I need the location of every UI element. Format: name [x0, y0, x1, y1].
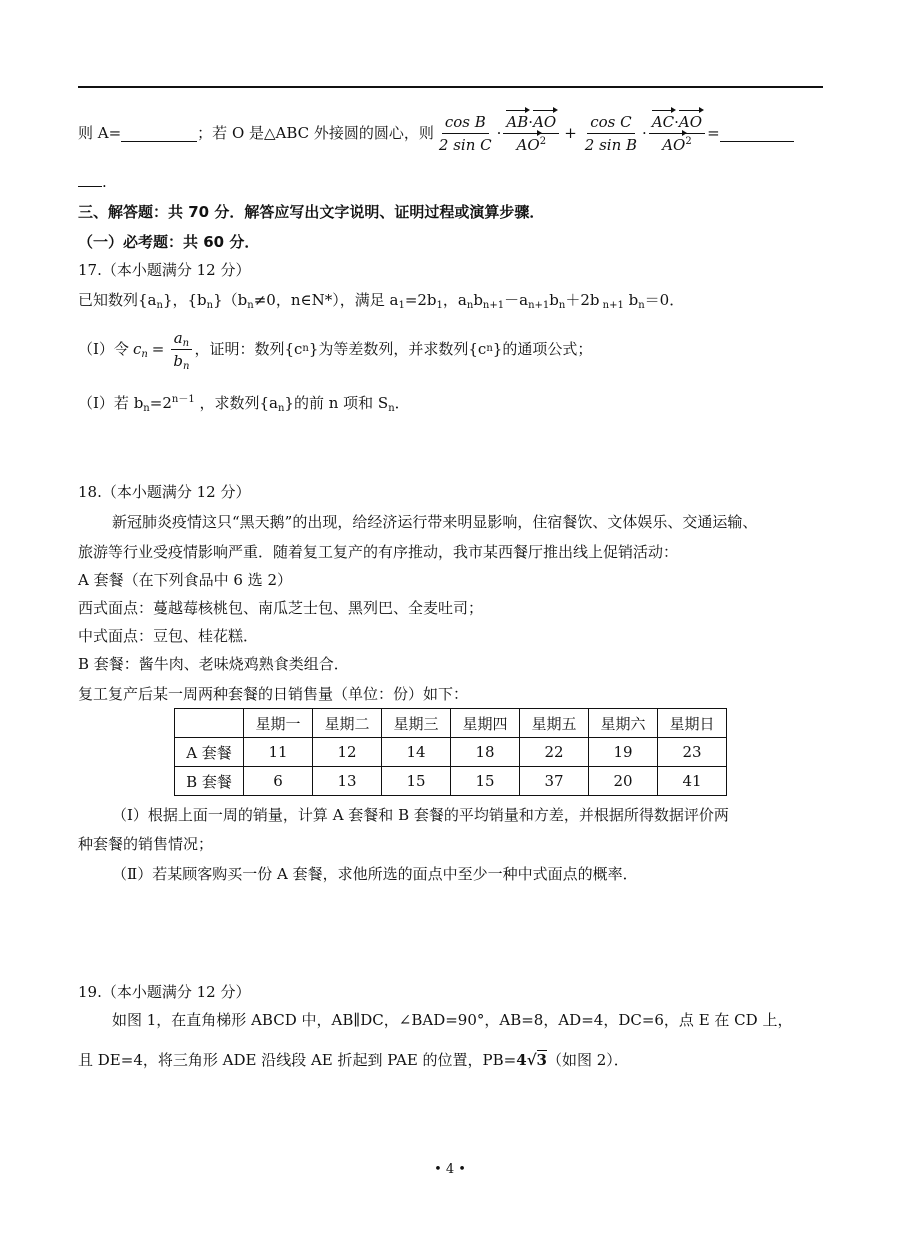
section-3-heading: 三、解答题：共 70 分．解答应写出文字说明、证明过程或演算步骤． — [78, 203, 545, 221]
q18-part1-line1: （Ⅰ）根据上面一周的销量，计算 A 套餐和 B 套餐的平均销量和方差，并根据所得数据评价两 — [112, 806, 729, 824]
table-header-row — [175, 709, 727, 738]
fraction-cosb: $\frac{\text{cos B}}{\text{2 sin C}}$ — [438, 112, 492, 154]
q19-line2: 且 DE=4，将三角形 ADE 沿线段 AE 折起到 PAE 的位置，PB=4√3（如图 2）． — [78, 1051, 629, 1069]
table-cell: 6 — [244, 767, 313, 796]
table-header-cell: 星期日 — [658, 709, 727, 738]
table-cell: 37 — [520, 767, 589, 796]
table-header-cell: 星期二 — [313, 709, 382, 738]
page-number: • 4 • — [434, 1162, 466, 1177]
table-header-cell: 星期四 — [451, 709, 520, 738]
row-label: A 套餐 — [175, 738, 244, 767]
table-cell: 41 — [658, 767, 727, 796]
fill-in-question-tail: 则 A= ；若 O 是△ABC 外接圆的圆心，则 $\frac{\text{cos B}}{\text{2 sin C}}$ · $\frac{AB\cdot AO}{AO^2}$ + $\frac{\text{cos C}}{\text{2 sin B}}$ · $\frac{AC\cdot AO}{AO^2}$ = — [78, 108, 794, 158]
q17-part2: （Ⅰ）若 $b_n=2^{n-1}$ ，求数列$\{a_n\}$的前 n 项和 $S_n$． — [78, 394, 410, 414]
q17-part1: （Ⅰ）令 $c_n$ = $\frac{a_n}{b_n}$ ，证明：数列{c n }为等差数列，并求数列{c n }的通项公式； — [78, 328, 593, 372]
q17-header: 17.（本小题满分 12 分） — [78, 261, 251, 279]
table-intro: 复工复产后某一周两种套餐的日销售量（单位：份）如下： — [78, 685, 469, 703]
western-pastries: 西式面点：蔓越莓核桃包、南瓜芝士包、黑列巴、全麦吐司； — [78, 599, 484, 617]
table-header-cell: 星期一 — [244, 709, 313, 738]
table-header-cell: 星期六 — [589, 709, 658, 738]
table-cell: 18 — [451, 738, 520, 767]
answer-blank-continued: . — [78, 170, 107, 192]
set-b-description: B 套餐：酱牛肉、老味烧鸡熟食类组合． — [78, 655, 349, 673]
table-cell: 13 — [313, 767, 382, 796]
table-header-cell: 星期三 — [382, 709, 451, 738]
answer-blank-vector[interactable] — [720, 125, 794, 142]
table-row — [175, 767, 727, 796]
table-cell: 23 — [658, 738, 727, 767]
fraction-vector-ab: $\frac{AB\cdot AO}{AO^2}$ — [503, 113, 559, 154]
chinese-pastries: 中式面点：豆包、桂花糕． — [78, 627, 259, 645]
answer-blank-a[interactable] — [121, 125, 197, 142]
table-cell: 15 — [451, 767, 520, 796]
q19-line1: 如图 1，在直角梯形 ABCD 中，AB∥DC，∠BAD=90°，AB=8，AD=4，DC=6，点 E 在 CD 上， — [112, 1011, 793, 1029]
fraction-vector-ac: $\frac{AC\cdot AO}{AO^2}$ — [649, 113, 705, 154]
q18-paragraph-line2: 旅游等行业受疫情影响严重．随着复工复产的有序推动，我市某西餐厅推出线上促销活动： — [78, 543, 679, 561]
table-cell: 12 — [313, 738, 382, 767]
set-a-description: A 套餐（在下列食品中 6 选 2） — [78, 571, 292, 589]
sales-table — [174, 708, 727, 796]
table-header-cell: 星期五 — [520, 709, 589, 738]
q18-paragraph-line1: 新冠肺炎疫情这只“黑天鹅”的出现，给经济运行带来明显影响，住宿餐饮、文体娱乐、交通运输、 — [112, 513, 758, 531]
circumcenter-text: ；若 O 是△ABC 外接圆的圆心，则 — [197, 124, 434, 142]
table-cell: 11 — [244, 738, 313, 767]
fraction-cosc: $\frac{\text{cos C}}{\text{2 sin B}}$ — [584, 112, 638, 154]
table-cell: 19 — [589, 738, 658, 767]
table-cell: 15 — [382, 767, 451, 796]
q19-header: 19.（本小题满分 12 分） — [78, 983, 251, 1001]
table-cell: 20 — [589, 767, 658, 796]
q18-header: 18.（本小题满分 12 分） — [78, 483, 251, 501]
required-questions-heading: （一）必考题：共 60 分． — [78, 233, 260, 251]
table-cell: 22 — [520, 738, 589, 767]
table-corner-cell — [175, 709, 244, 738]
q18-part2: （Ⅱ）若某顾客购买一份 A 套餐，求他所选的面点中至少一种中式面点的概率． — [112, 865, 638, 883]
q17-stem: 已知数列$\{a_n\}$，$\{b_n\}(b_n\ne 0$，n∈N*），满足 $a_1=2b_1$，$a_nb_{n+1}-a_{n+1}b_n+2b$ $_{n+1}$ $b_n=0$． — [78, 291, 685, 311]
q18-part1-line2: 种套餐的销售情况； — [78, 835, 214, 853]
table-row — [175, 738, 727, 767]
answer-prefix: 则 A= — [78, 124, 122, 142]
table-cell: 14 — [382, 738, 451, 767]
row-label: B 套餐 — [175, 767, 244, 796]
header-rule — [78, 86, 823, 88]
